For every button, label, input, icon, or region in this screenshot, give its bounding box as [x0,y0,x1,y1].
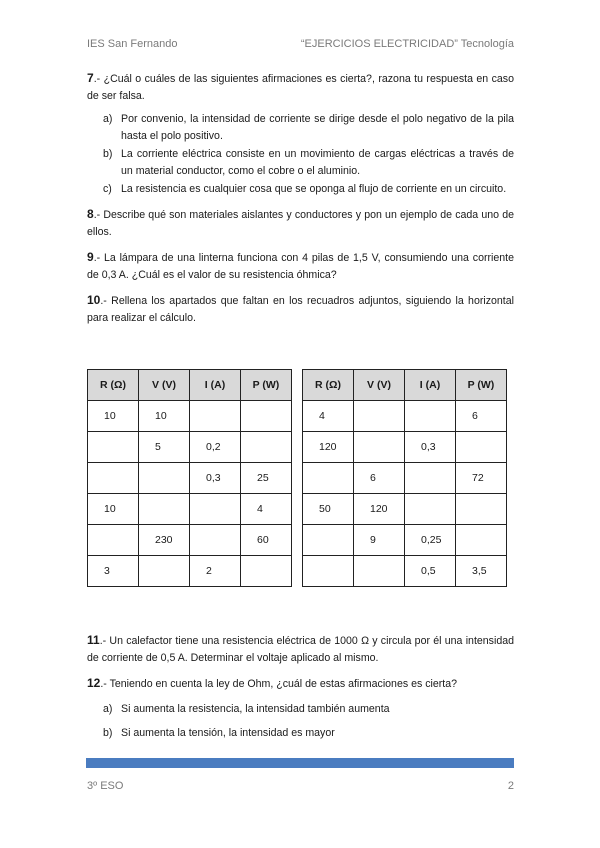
table-right [302,369,507,587]
table-cell [354,432,405,463]
table-row [303,494,507,525]
table-cell [139,556,190,587]
question-text: .- Un calefactor tiene una resistencia eléctrica de 1000 Ω y circula por él una intensidad de corriente de 0,5 A. Determinar el voltaje aplicado al mismo. [87,635,514,664]
table-cell: 0,2 [190,432,241,463]
table-row [88,494,292,525]
footer-accent-bar [86,758,514,768]
table-cell [405,494,456,525]
page-number: 2 [507,780,514,792]
option-letter: b) [103,727,113,739]
table-row [88,463,292,494]
header-cell: R (Ω) [303,370,354,401]
question-text: .- Rellena los apartados que faltan en los recuadros adjuntos, siguiendo la horizontal para realizar el cálculo. [87,295,514,324]
question-12-options [87,701,514,742]
table-cell [354,401,405,432]
option-letter: b) [103,148,113,160]
option-text: La resistencia es cualquier cosa que se oponga al flujo de corriente en un circuito. [121,183,507,195]
question-10 [87,292,514,327]
header-cell: I (A) [190,370,241,401]
table-row [303,556,507,587]
table-row [303,401,507,432]
header-cell: V (V) [354,370,405,401]
table-cell: 6 [456,401,507,432]
questions-lower [87,632,514,743]
table-cell [190,494,241,525]
table-cell: 3 [88,556,139,587]
question-number: 11 [87,633,100,647]
option-text: Si aumenta la resistencia, la intensidad también aumenta [121,703,390,715]
table-cell [456,494,507,525]
table-row [88,401,292,432]
table-cell [241,432,292,463]
table-header-row [88,370,292,401]
header-cell: I (A) [405,370,456,401]
option-letter: a) [103,703,113,715]
header-title: “EJERCICIOS ELECTRICIDAD” Tecnología [300,38,514,50]
table-cell: 10 [139,401,190,432]
question-9 [87,249,514,284]
option-item [87,725,514,742]
table-cell: 72 [456,463,507,494]
question-11 [87,632,514,667]
table-row [88,432,292,463]
table-cell: 10 [88,494,139,525]
question-number: 10 [87,293,101,307]
table-cell [241,556,292,587]
table-header-row [303,370,507,401]
table-cell [354,556,405,587]
questions-upper [87,70,514,327]
table-cell: 0,3 [405,432,456,463]
header-school: IES San Fernando [87,38,178,50]
table-left [87,369,292,587]
table-cell [405,463,456,494]
table-cell [139,494,190,525]
table-cell [190,525,241,556]
table-cell: 0,5 [405,556,456,587]
table-cell: 4 [241,494,292,525]
table-cell [303,556,354,587]
option-letter: c) [103,183,112,195]
header-cell: P (W) [241,370,292,401]
question-number: 8 [87,207,94,221]
tables-container [87,369,507,587]
table-cell: 120 [354,494,405,525]
table-cell: 120 [303,432,354,463]
option-text: La corriente eléctrica consiste en un movimiento de cargas eléctricas a través de un material conductor, como el cobre o el aluminio. [121,148,514,177]
table-cell: 0,3 [190,463,241,494]
table-cell: 6 [354,463,405,494]
option-item [87,111,514,145]
table-cell: 50 [303,494,354,525]
footer-course: 3º ESO [87,780,124,792]
table-row [303,525,507,556]
table-cell [139,463,190,494]
table-cell [88,463,139,494]
table-row [88,556,292,587]
table-cell: 5 [139,432,190,463]
table-cell [190,401,241,432]
option-item [87,181,514,198]
table-cell [241,401,292,432]
question-text: .- Teniendo en cuenta la ley de Ohm, ¿cuál de estas afirmaciones es cierta? [100,678,458,690]
option-text: Si aumenta la tensión, la intensidad es mayor [121,727,335,739]
table-cell [456,525,507,556]
question-7 [87,70,514,105]
table-cell [456,432,507,463]
header-cell: P (W) [456,370,507,401]
table-cell: 3,5 [456,556,507,587]
table-cell [303,463,354,494]
table-row [88,525,292,556]
table-row [303,463,507,494]
table-cell: 230 [139,525,190,556]
question-text: .- La lámpara de una linterna funciona con 4 pilas de 1,5 V, consumiendo una corriente de 0,3 A. ¿Cuál es el valor de su resistencia óhmica? [87,252,514,281]
table-cell: 0,25 [405,525,456,556]
option-text: Por convenio, la intensidad de corriente se dirige desde el polo negativo de la pila hasta el polo positivo. [121,113,514,142]
question-text: .- Describe qué son materiales aislantes y conductores y pon un ejemplo de cada uno de ellos. [87,209,514,238]
header-cell: V (V) [139,370,190,401]
question-text: .- ¿Cuál o cuáles de las siguientes afirmaciones es cierta?, razona tu respuesta en caso de ser falsa. [87,73,514,102]
question-12 [87,675,514,693]
table-cell: 25 [241,463,292,494]
table-cell: 9 [354,525,405,556]
question-number: 7 [87,71,94,85]
table-cell [405,401,456,432]
table-cell [88,525,139,556]
table-row [303,432,507,463]
option-letter: a) [103,113,113,125]
table-cell: 10 [88,401,139,432]
question-number: 9 [87,250,94,264]
table-cell [303,525,354,556]
question-8 [87,206,514,241]
option-item [87,146,514,180]
table-cell [88,432,139,463]
question-7-options [87,111,514,198]
question-number: 12 [87,676,101,690]
table-cell: 2 [190,556,241,587]
table-cell: 4 [303,401,354,432]
option-item [87,701,514,718]
table-cell: 60 [241,525,292,556]
header-cell: R (Ω) [88,370,139,401]
